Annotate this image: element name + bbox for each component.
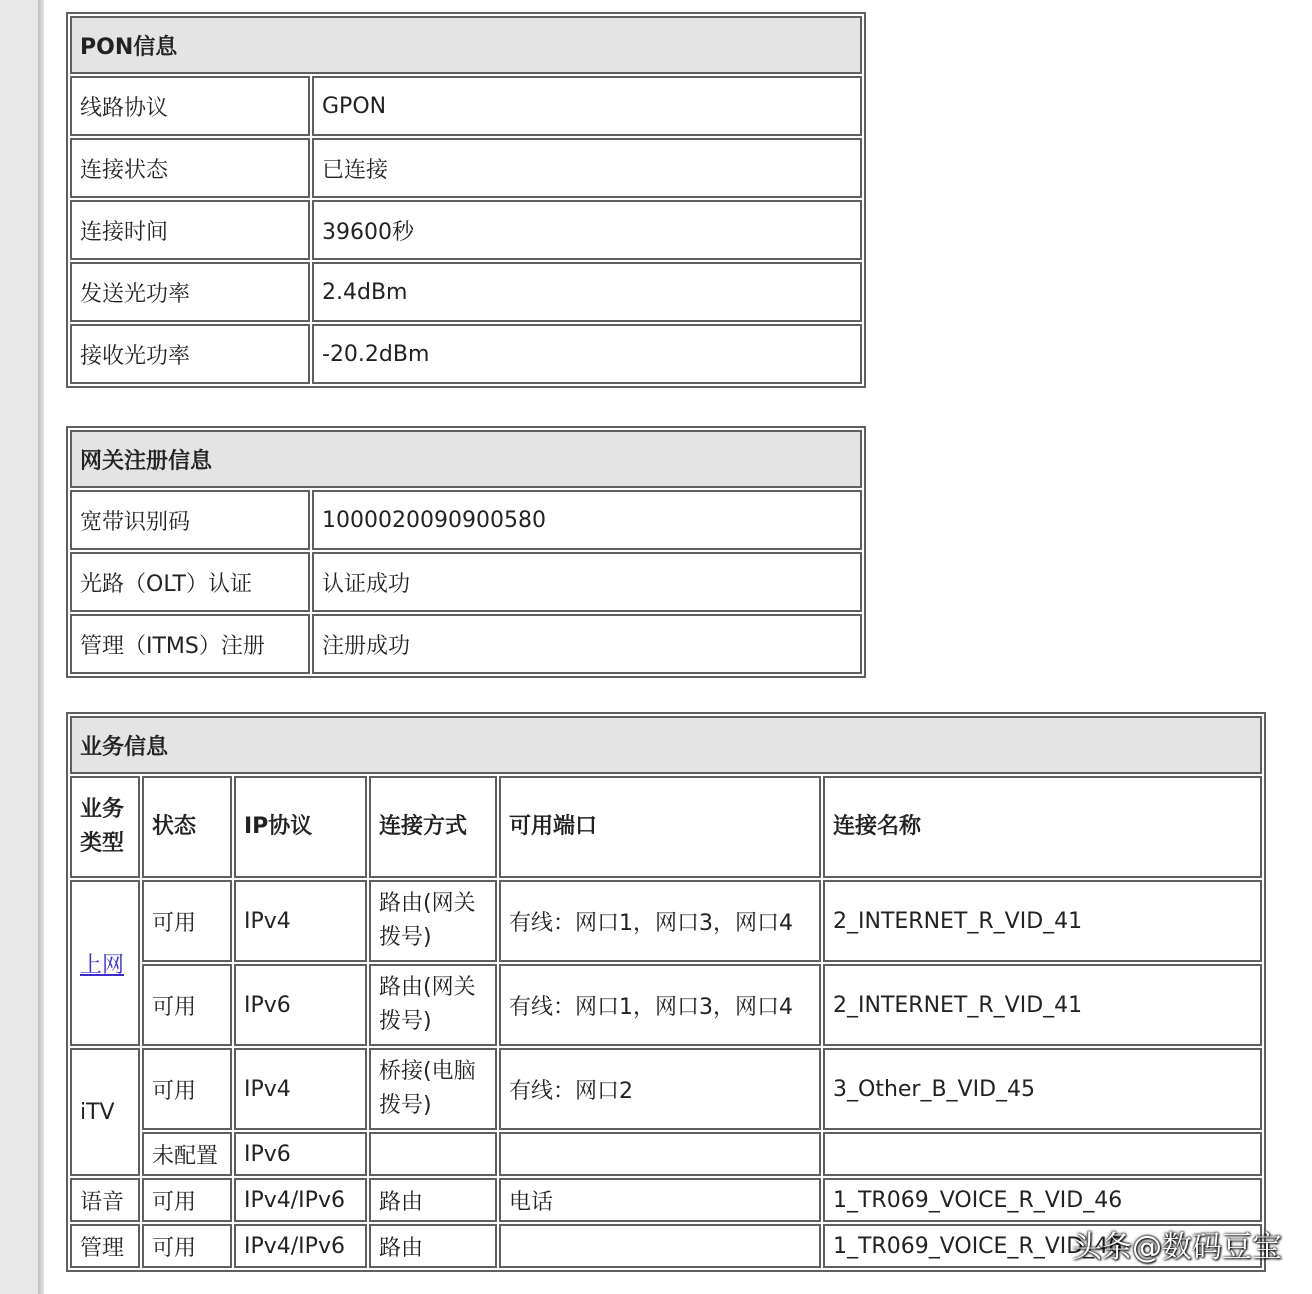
row-value: 已连接 (312, 138, 862, 198)
cell-ports (499, 1224, 821, 1268)
table-row (70, 138, 862, 198)
cell-mode: 桥接(电脑拨号) (369, 1048, 497, 1130)
row-label: 连接时间 (70, 200, 310, 260)
cell-ip: IPv6 (234, 964, 367, 1046)
cell-status: 未配置 (142, 1132, 232, 1176)
cell-mode: 路由 (369, 1224, 497, 1268)
col-header-status: 状态 (142, 776, 232, 878)
cell-mode: 路由(网关拨号) (369, 964, 497, 1046)
cell-ip: IPv4 (234, 1048, 367, 1130)
row-value: 2.4dBm (312, 262, 862, 322)
cell-name: 1_TR069_VOICE_R_VID_46 (823, 1224, 1262, 1268)
row-label: 连接状态 (70, 138, 310, 198)
table-row (70, 552, 862, 612)
cell-status: 可用 (142, 880, 232, 962)
cell-ports: 有线：网口2 (499, 1048, 821, 1130)
cell-ip: IPv4/IPv6 (234, 1224, 367, 1268)
service-type-manage: 管理 (70, 1224, 140, 1268)
left-sidebar-strip (0, 0, 38, 1294)
cell-name: 2_INTERNET_R_VID_41 (823, 964, 1262, 1046)
cell-name (823, 1132, 1262, 1176)
service-type-internet (70, 880, 140, 1046)
sidebar-edge (38, 0, 44, 1294)
table-row (70, 200, 862, 260)
table-row (70, 964, 1262, 1046)
row-label: 光路（OLT）认证 (70, 552, 310, 612)
service-type-itv: iTV (70, 1048, 140, 1176)
table-row (70, 324, 862, 384)
row-value: 39600秒 (312, 200, 862, 260)
service-info-title: 业务信息 (70, 716, 1262, 774)
row-value: GPON (312, 76, 862, 136)
cell-name: 1_TR069_VOICE_R_VID_46 (823, 1178, 1262, 1222)
cell-status: 可用 (142, 1048, 232, 1130)
service-type-voice: 语音 (70, 1178, 140, 1222)
cell-name: 3_Other_B_VID_45 (823, 1048, 1262, 1130)
row-label: 线路协议 (70, 76, 310, 136)
cell-ports (499, 1132, 821, 1176)
cell-status: 可用 (142, 964, 232, 1046)
row-label: 宽带识别码 (70, 490, 310, 550)
cell-mode: 路由(网关拨号) (369, 880, 497, 962)
cell-ports: 有线：网口1，网口3，网口4 (499, 964, 821, 1046)
cell-mode: 路由 (369, 1178, 497, 1222)
table-row (70, 490, 862, 550)
cell-ports: 电话 (499, 1178, 821, 1222)
table-header-row (70, 776, 1262, 878)
row-value: 认证成功 (312, 552, 862, 612)
row-label: 管理（ITMS）注册 (70, 614, 310, 674)
cell-ip: IPv6 (234, 1132, 367, 1176)
col-header-mode: 连接方式 (369, 776, 497, 878)
col-header-ports: 可用端口 (499, 776, 821, 878)
cell-ip: IPv4/IPv6 (234, 1178, 367, 1222)
cell-status: 可用 (142, 1178, 232, 1222)
watermark: 头条@数码豆宝 (1072, 1230, 1282, 1265)
row-label: 接收光功率 (70, 324, 310, 384)
col-header-type: 业务类型 (70, 776, 140, 878)
table-row (70, 262, 862, 322)
row-value: 1000020090900580 (312, 490, 862, 550)
row-value: -20.2dBm (312, 324, 862, 384)
pon-info-title: PON信息 (70, 16, 862, 74)
table-row (70, 1132, 1262, 1176)
table-row (70, 1178, 1262, 1222)
pon-info-table (66, 12, 866, 388)
cell-mode (369, 1132, 497, 1176)
gateway-registration-table (66, 426, 866, 678)
table-row (70, 614, 862, 674)
cell-name: 2_INTERNET_R_VID_41 (823, 880, 1262, 962)
table-row (70, 880, 1262, 962)
internet-link[interactable]: 上网 (80, 952, 125, 978)
gateway-info-title: 网关注册信息 (70, 430, 862, 488)
cell-status: 可用 (142, 1224, 232, 1268)
col-header-ip: IP协议 (234, 776, 367, 878)
row-value: 注册成功 (312, 614, 862, 674)
cell-ip: IPv4 (234, 880, 367, 962)
service-info-table (66, 712, 1266, 1272)
col-header-name: 连接名称 (823, 776, 1262, 878)
cell-ports: 有线：网口1，网口3，网口4 (499, 880, 821, 962)
row-label: 发送光功率 (70, 262, 310, 322)
table-row (70, 76, 862, 136)
table-row (70, 1048, 1262, 1130)
